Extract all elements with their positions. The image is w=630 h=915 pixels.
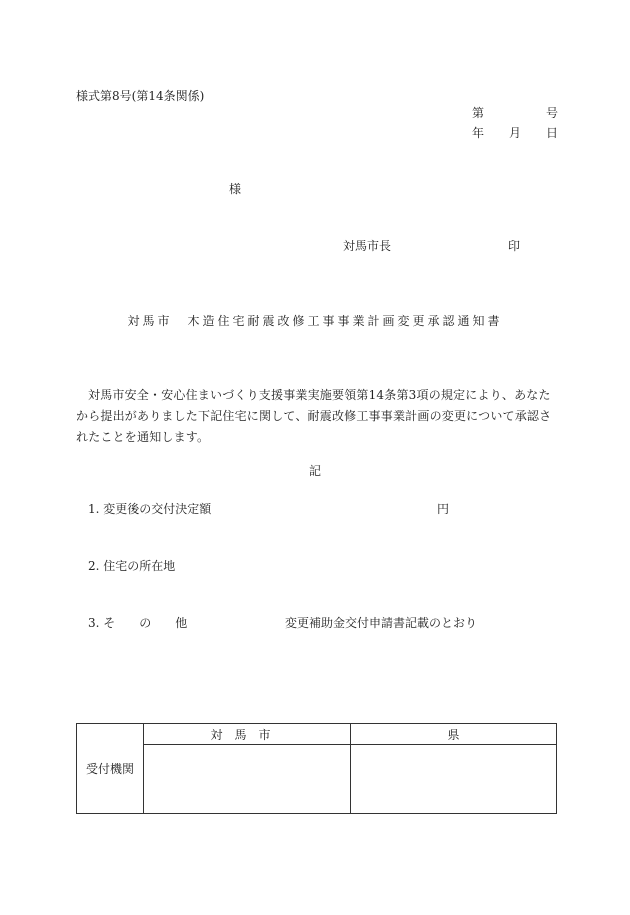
item-grant-amount-label: 1. 変更後の交付決定額: [88, 502, 212, 516]
seal-mark: 印: [508, 239, 521, 253]
reception-city-header: 対馬市: [210, 728, 283, 742]
item-grant-amount-unit: 円: [437, 502, 450, 516]
date-day: 日: [545, 126, 558, 140]
ki-heading: 記: [308, 464, 321, 478]
addressee: 様: [229, 182, 242, 196]
item-address-label: 2. 住宅の所在地: [88, 559, 176, 573]
reception-prefecture-header: 県: [447, 728, 460, 742]
reference-prefix: 第: [472, 106, 485, 120]
form-number: 様式第8号(第14条関係): [76, 89, 205, 103]
reception-table: [76, 723, 557, 814]
date-month: 月: [509, 126, 522, 140]
item-other-label: 3. そ の 他: [88, 616, 188, 630]
item-other-value: 変更補助金交付申請書記載のとおり: [285, 616, 478, 630]
reference-suffix: 号: [545, 106, 558, 120]
body-paragraph: 対馬市安全・安心住まいづくり支援事業実施要領第14条第3項の規定により、あなたから提出がありました下記住宅に関して、耐震改修工事事業計画の変更について承認されたことを通知します。: [76, 388, 552, 444]
date-year: 年: [472, 126, 485, 140]
document-title: 対馬市 木造住宅耐震改修工事事業計画変更承認通知書: [127, 314, 503, 328]
reception-row-label: 受付機関: [77, 724, 144, 813]
issuer-name: 対馬市長: [343, 239, 392, 253]
